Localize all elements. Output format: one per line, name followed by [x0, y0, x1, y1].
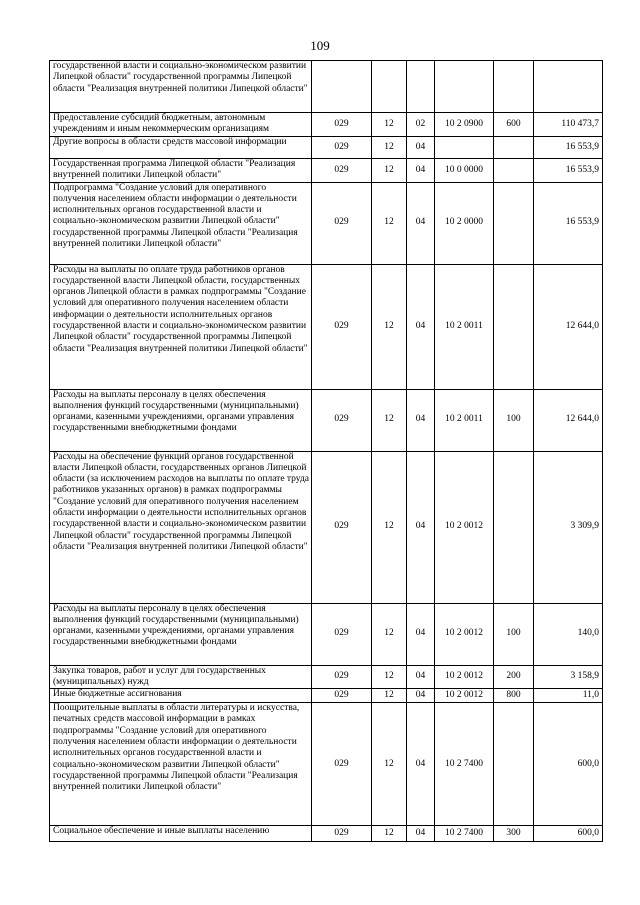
- ved-code-cell: [312, 61, 372, 113]
- subsection-code-cell: 04: [407, 264, 435, 389]
- expense-type-cell: [494, 159, 534, 183]
- row-name-cell: Иные бюджетные ассигнования: [50, 689, 312, 703]
- section-code-cell: 12: [372, 182, 407, 264]
- table-row: [50, 182, 603, 264]
- table-row: [50, 264, 603, 389]
- target-article-cell: [435, 61, 494, 113]
- ved-code-cell: 029: [312, 389, 372, 451]
- expense-type-cell: 100: [494, 603, 534, 665]
- section-code-cell: 12: [372, 665, 407, 689]
- ved-code-cell: 029: [312, 182, 372, 264]
- subsection-code-cell: 04: [407, 689, 435, 703]
- amount-cell: 16 553,9: [534, 137, 603, 159]
- table-row: [50, 826, 603, 842]
- row-name-cell: Расходы на выплаты по оплате труда работников органов государственной власти Липецкой области, государственных органов Липецкой области в рамках подпрограммы "Создание условий для оперативного получения населением области информации о деятельности исполнительных органов государственной власти и социально-экономическом развитии Липецкой области" государственной программы Липецкой области "Реализация внутренней политики Липецкой области": [50, 264, 312, 389]
- subsection-code-cell: 04: [407, 826, 435, 842]
- expense-type-cell: [494, 137, 534, 159]
- subsection-code-cell: 04: [407, 703, 435, 826]
- subsection-code-cell: 04: [407, 665, 435, 689]
- target-article-cell: 10 0 0000: [435, 159, 494, 183]
- target-article-cell: 10 2 0011: [435, 264, 494, 389]
- subsection-code-cell: 02: [407, 113, 435, 137]
- row-name-cell: Расходы на выплаты персоналу в целях обеспечения выполнения функций государственными (муниципальными) органами, казенными учреждениями, органами управления государственными внебюджетными фондами: [50, 603, 312, 665]
- section-code-cell: 12: [372, 137, 407, 159]
- amount-cell: 600,0: [534, 703, 603, 826]
- subsection-code-cell: 04: [407, 182, 435, 264]
- expense-type-cell: [494, 451, 534, 603]
- target-article-cell: 10 2 0900: [435, 113, 494, 137]
- row-name-cell: Закупка товаров, работ и услуг для государственных (муниципальных) нужд: [50, 665, 312, 689]
- ved-code-cell: 029: [312, 703, 372, 826]
- expense-type-cell: [494, 264, 534, 389]
- target-article-cell: 10 2 0012: [435, 665, 494, 689]
- amount-cell: [534, 61, 603, 113]
- target-article-cell: 10 2 0000: [435, 182, 494, 264]
- subsection-code-cell: 04: [407, 137, 435, 159]
- table-row: [50, 665, 603, 689]
- budget-table: [49, 60, 603, 842]
- amount-cell: 3 158,9: [534, 665, 603, 689]
- subsection-code-cell: 04: [407, 389, 435, 451]
- amount-cell: 3 309,9: [534, 451, 603, 603]
- ved-code-cell: 029: [312, 665, 372, 689]
- target-article-cell: 10 2 0012: [435, 603, 494, 665]
- amount-cell: 11,0: [534, 689, 603, 703]
- amount-cell: 140,0: [534, 603, 603, 665]
- row-name-cell: Социальное обеспечение и иные выплаты населению: [50, 826, 312, 842]
- subsection-code-cell: [407, 61, 435, 113]
- expense-type-cell: 300: [494, 826, 534, 842]
- table-row: [50, 689, 603, 703]
- section-code-cell: 12: [372, 264, 407, 389]
- row-name-cell: Расходы на обеспечение функций органов государственной власти Липецкой области, государственных органов Липецкой области (за исключением расходов на выплаты по оплате труда работников указанных органов) в рамках подпрограммы "Создание условий для оперативного получения населением области информации о деятельности исполнительных органов государственной власти и социально-экономическом развитии Липецкой области" государственной программы Липецкой области "Реализация внутренней политики Липецкой области": [50, 451, 312, 603]
- expense-type-cell: 800: [494, 689, 534, 703]
- row-name-cell: Государственная программа Липецкой области "Реализация внутренней политики Липецкой области": [50, 159, 312, 183]
- expense-type-cell: 600: [494, 113, 534, 137]
- subsection-code-cell: 04: [407, 451, 435, 603]
- target-article-cell: 10 2 7400: [435, 826, 494, 842]
- section-code-cell: [372, 61, 407, 113]
- subsection-code-cell: 04: [407, 603, 435, 665]
- target-article-cell: 10 2 0012: [435, 689, 494, 703]
- section-code-cell: 12: [372, 389, 407, 451]
- section-code-cell: 12: [372, 159, 407, 183]
- row-name-cell: государственной власти и социально-экономическом развитии Липецкой области" государственной программы Липецкой области "Реализация внутренней политики Липецкой области": [50, 61, 312, 113]
- expense-type-cell: [494, 703, 534, 826]
- table-row: [50, 113, 603, 137]
- row-name-cell: Поощрительные выплаты в области литературы и искусства, печатных средств массовой информации в рамках подпрограммы "Создание условий для оперативного получения населением области информации о деятельности исполнительных органов государственной власти и социально-экономическом развитии Липецкой области" государственной программы Липецкой области "Реализация внутренней политики Липецкой области": [50, 703, 312, 826]
- ved-code-cell: 029: [312, 113, 372, 137]
- expense-type-cell: 100: [494, 389, 534, 451]
- ved-code-cell: 029: [312, 689, 372, 703]
- row-name-cell: Предоставление субсидий бюджетным, автономным учреждениям и иным некоммерческим организациям: [50, 113, 312, 137]
- section-code-cell: 12: [372, 703, 407, 826]
- ved-code-cell: 029: [312, 159, 372, 183]
- amount-cell: 12 644,0: [534, 264, 603, 389]
- ved-code-cell: 029: [312, 451, 372, 603]
- amount-cell: 110 473,7: [534, 113, 603, 137]
- ved-code-cell: 029: [312, 603, 372, 665]
- expense-type-cell: [494, 182, 534, 264]
- target-article-cell: 10 2 0011: [435, 389, 494, 451]
- ved-code-cell: 029: [312, 264, 372, 389]
- row-name-cell: Другие вопросы в области средств массовой информации: [50, 137, 312, 159]
- expense-type-cell: 200: [494, 665, 534, 689]
- target-article-cell: 10 2 0012: [435, 451, 494, 603]
- amount-cell: 16 553,9: [534, 159, 603, 183]
- expense-type-cell: [494, 61, 534, 113]
- section-code-cell: 12: [372, 826, 407, 842]
- target-article-cell: [435, 137, 494, 159]
- row-name-cell: Подпрограмма "Создание условий для оперативного получения населением области информации о деятельности исполнительных органов государственной власти и социально-экономическом развитии Липецкой области" государственной программы Липецкой области "Реализация внутренней политики Липецкой области": [50, 182, 312, 264]
- target-article-cell: 10 2 7400: [435, 703, 494, 826]
- table-row: [50, 703, 603, 826]
- section-code-cell: 12: [372, 603, 407, 665]
- section-code-cell: 12: [372, 451, 407, 603]
- table-row: [50, 603, 603, 665]
- ved-code-cell: 029: [312, 826, 372, 842]
- amount-cell: 12 644,0: [534, 389, 603, 451]
- page-number: 109: [310, 38, 330, 53]
- table-row: [50, 389, 603, 451]
- table-row: [50, 451, 603, 603]
- section-code-cell: 12: [372, 689, 407, 703]
- table-row: [50, 159, 603, 183]
- subsection-code-cell: 04: [407, 159, 435, 183]
- amount-cell: 16 553,9: [534, 182, 603, 264]
- section-code-cell: 12: [372, 113, 407, 137]
- row-name-cell: Расходы на выплаты персоналу в целях обеспечения выполнения функций государственными (муниципальными) органами, казенными учреждениями, органами управления государственными внебюджетными фондами: [50, 389, 312, 451]
- table-row: [50, 137, 603, 159]
- amount-cell: 600,0: [534, 826, 603, 842]
- ved-code-cell: 029: [312, 137, 372, 159]
- table-row: [50, 61, 603, 113]
